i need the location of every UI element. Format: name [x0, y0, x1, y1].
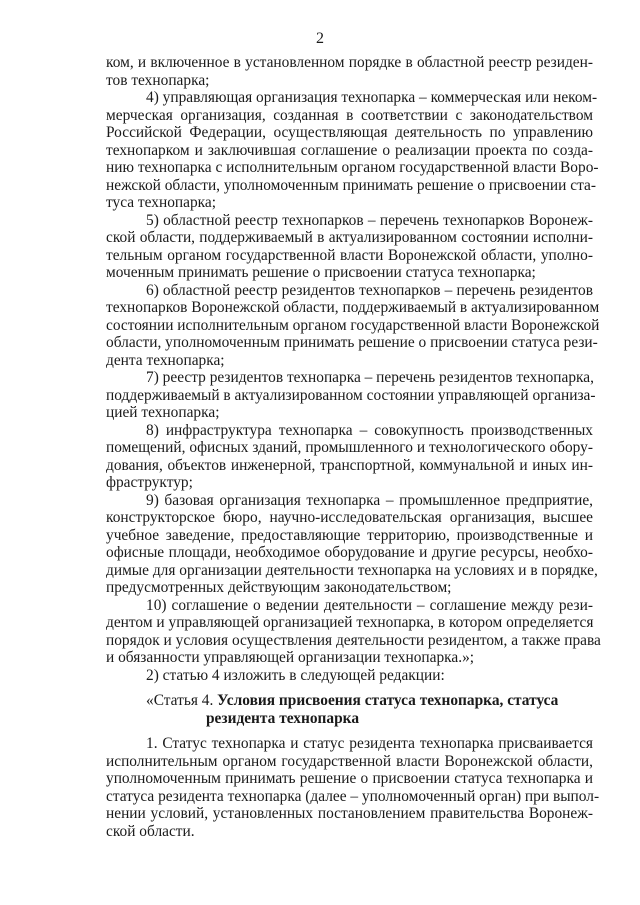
text-line: 6) областной реестр резидентов технопарков – перечень резидентов [146, 281, 593, 299]
article-heading-line-1 [106, 692, 593, 710]
text-line: конструкторское бюро, научно-исследовательская организация, высшее [106, 509, 593, 526]
text-line: и обязанности управляющей организации технопарка.»; [106, 649, 475, 666]
list-item [106, 89, 599, 212]
text-line: дования, объектов инженерной, транспортной, коммунальной и иных ин- [106, 456, 593, 474]
list-item [106, 422, 593, 492]
text-line: 8) инфраструктура технопарка – совокупность производственных [146, 421, 593, 439]
text-line: предусмотренных действующим законодательством; [106, 579, 452, 596]
clause-1 [106, 735, 600, 840]
text-line: исполнительным органом государственной власти Воронежской области, [106, 752, 593, 770]
text-line: 1. Статус технопарка и статус резидента технопарка присваивается [146, 735, 593, 752]
definition-list [106, 54, 601, 684]
text-line: учебное заведение, предоставляющие территорию, производственные и [106, 526, 593, 544]
text-line: димые для организации деятельности технопарка на условиях и в порядке, [106, 561, 598, 579]
article-title-line-2: резидента технопарка [206, 709, 360, 727]
text-line: 7) реестр резидентов технопарка – перечень резидентов технопарка, [146, 369, 594, 386]
text-line: офисные площади, необходимое оборудование и другие ресурсы, необхо- [106, 544, 593, 561]
text-line: цией технопарка; [106, 404, 220, 421]
text-line: ской области, поддерживаемый в актуализированном состоянии исполни- [106, 229, 593, 246]
text-line: 10) соглашение о ведении деятельности – соглашение между рези- [146, 596, 593, 614]
clause-paragraph [106, 735, 600, 840]
text-line: статуса резидента технопарка (далее – уполномоченный орган) при выпол- [106, 787, 600, 805]
text-line: порядок и условия осуществления деятельности резидентом, а также права [106, 631, 601, 649]
text-line: нении условий, установленных постановлением правительства Воронеж- [106, 805, 593, 822]
text-line: уполномоченным принимать решение о присвоении статуса технопарка и [106, 770, 593, 787]
article-prefix: «Статья 4. [146, 692, 218, 709]
text-line: помещений, офисных зданий, промышленного и технологического обору- [106, 439, 593, 456]
list-item [106, 281, 600, 370]
text-line: мерческая организация, созданная в соответствии с законодательством [106, 106, 593, 124]
text-line: нежской области, уполномоченным принимать решение о присвоении ста- [106, 176, 596, 194]
text-line: 9) базовая организация технопарка – промышленное предприятие, [146, 491, 593, 509]
text-line: тов технопарка; [106, 71, 210, 89]
article-title-line-1: Условия присвоения статуса технопарка, статуса [217, 692, 559, 709]
text-line: технопарком и заключившая соглашение о реализации проекта по созда- [106, 141, 593, 159]
list-item [106, 596, 601, 667]
text-line: тельным органом государственной власти Воронежской области, уполно- [106, 246, 593, 264]
text-line: ком, и включенное в установленном порядке в областной реестр резиден- [106, 54, 593, 71]
list-item [106, 54, 593, 89]
text-line: моченным принимать решение о присвоении статуса технопарка; [106, 264, 536, 281]
list-item [106, 667, 593, 685]
article-heading [106, 692, 593, 727]
text-line: дента технопарка; [106, 351, 225, 369]
text-line: фраструктур; [106, 474, 193, 491]
page-number: 2 [316, 30, 324, 47]
list-item [106, 212, 593, 282]
text-line: поддерживаемый в актуализированном состоянии управляющей организа- [106, 386, 596, 404]
text-line: 2) статью 4 изложить в следующей редакции: [146, 666, 445, 684]
text-line: туса технопарка; [106, 194, 217, 211]
text-line: нию технопарка с исполнительным органом государственной власти Воро- [106, 159, 599, 176]
text-line: состоянии исполнительным органом государственной власти Воронежской [106, 316, 600, 334]
text-line: области, уполномоченным принимать решение о присвоении статуса рези- [106, 334, 598, 351]
text-line: 5) областной реестр технопарков – перечень технопарков Воронеж- [146, 211, 593, 229]
text-line: Российской Федерации, осуществляющая деятельность по управлению [106, 124, 593, 141]
text-line: дентом и управляющей организацией технопарка, в котором определяется [106, 614, 594, 631]
document-body [106, 54, 601, 840]
text-line: ской области. [106, 822, 195, 840]
list-item [106, 369, 596, 422]
text-line: технопарков Воронежской области, поддерживаемый в актуализированном [106, 299, 600, 316]
list-item [106, 491, 598, 597]
text-line: 4) управляющая организация технопарка – коммерческая или неком- [146, 89, 598, 106]
